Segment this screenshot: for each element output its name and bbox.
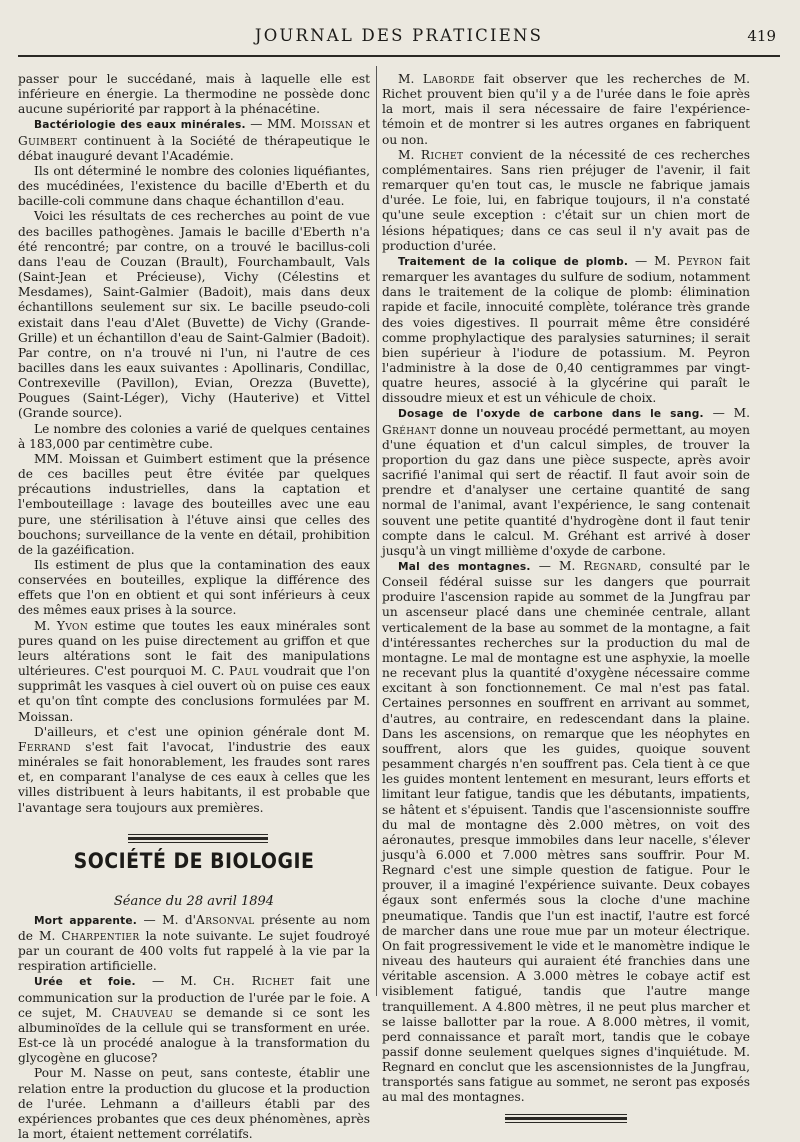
paragraph-dosage-oxyde <box>382 406 750 559</box>
text-run: fait remarquer les avantages du sulfure de sodium, notamment dans le traitement de la colique de plomb: élimination rapide et facile, innocuité complète, tolérance très grande des voies digestives. Il pourrait même être considéré comme prophylactique des paralysies saturnines; il serait bien supérieur à l'iodure de potassium. M. Peyron l'administre à la dose de 0,40 centigrammes par vingt-quatre heures, associé à la glycérine qui paraît le dissoudre mieux et est un véhicule de choix. <box>382 253 750 406</box>
right-column <box>382 72 750 1123</box>
text-run: et <box>353 117 370 132</box>
paragraph-nombre-colonies: Le nombre des colonies a varié de quelques centaines à 183,000 par centimètre cube. <box>18 421 370 451</box>
paragraph-nasse: Pour M. Nasse on peut, sans conteste, établir une relation entre la production du glucose et la production de l'urée. Lehmann a d'ailleurs établi par des expériences probantes que ces deux phénomènes, après la mort, étaient nettement corrélatifs. <box>18 1066 370 1141</box>
page-number: 419 <box>747 27 776 45</box>
author-name: Yvon <box>56 618 89 633</box>
author-name: Guimbert <box>18 133 78 148</box>
paragraph-yvon <box>18 619 370 725</box>
author-name: Gréhant <box>382 422 437 437</box>
paragraph-precautions: MM. Moissan et Guimbert estiment que la présence de ces bacilles peut être évitée par quelques précautions industrielles, dans la captation et l'embouteillage : lavage des bouteilles avec une eau pure, une stérilisation à l'étuve ainsi que celles des bouchons; surveillance de la vente en détail, prohibition de la gazéification. <box>18 451 370 557</box>
author-name: Regnard <box>583 559 638 573</box>
text-run: M. <box>398 72 423 86</box>
text-run: M. <box>34 618 57 633</box>
paragraph-ferrand <box>18 725 370 816</box>
section-ornament <box>18 816 370 882</box>
author-name: Charpentier <box>61 928 140 943</box>
running-header <box>18 24 780 54</box>
rubric-colique-plomb: Traitement de la colique de plomb. <box>398 255 629 268</box>
author-name: Moissan <box>300 117 354 132</box>
end-rule <box>505 1114 627 1123</box>
text-run: continuent à la Société de thérapeutique le débat inauguré devant l'Académie. <box>18 133 370 163</box>
author-name: Paul <box>229 664 259 679</box>
text-run: fait observer que les recherches de M. Richet prouvent bien qu'il y a de l'urée dans le foie après la mort, mais il sera nécessaire de faire l'expérience-témoin et de montrer si les autres organes en fabriquent ou non. <box>382 72 750 147</box>
rubric-mort-apparente: Mort apparente. <box>34 914 138 927</box>
text-run: , consulté par le Conseil fédéral suisse sur les dangers que pourrait produire l'ascension rapide au sommet de la Jungfrau par un ascenseur placé dans une cheminée centrale, allant verticalement de la base au sommet de la montagne, a fait d'intéressantes recherches sur la production du mal de montagne. Le mal de montagne est une asphyxie, la moelle ne recevant plus la quantité d'oxygène nécessaire comme excitant à son fonctionnement. Ce mal n'est pas fatal. Certaines personnes en souffrent en arrivant au sommet, d'autres, au contraire, en redescendant dans la plaine. Dans les ascensions, on remarque que les néophytes en souffrent, alors que les guides, quoique souvent pesamment chargés n'en souffrent pas. Cela tient à ce que les guides montent lentement en mesurant, leurs efforts et limitant leur fatigue, tandis que les débutants, impatients, se hâtent et s'épuisent. Tandis que l'ascensionniste souffre du mal de montagne dès 2.000 mètres, on voit des aéronautes, presque immobiles dans leur nacelle, s'élever jusqu'à 6.000 et 7.000 mètres sans souffrir. Pour M. Regnard c'est une simple question de fatigue. Pour le prouver, il a imaginé l'expérience suivante. Deux cobayes égaux sont enfermés sous la cloche d'une machine pneumatique. Tandis que l'un est inactif, l'autre est forcé de marcher dans une roue mue par un moteur électrique. On fait progressivement le vide et le manomètre indique le niveau des hauteurs qui auraient été franchies dans une véritable ascension. A 3.000 mètres le cobaye actif est visiblement fatigué, tandis que l'autre mange tranquillement. A 4.800 mètres, il ne peut plus marcher et se laisse ballotter par la roue. A 8.000 mètres, il vomit, perd connaissance et paraît mort, tandis que le cobaye passif donne seulement quelques signes d'inquiétude. M. Regnard en conclut que les ascensionnistes de la Jungfrau, transportés sans fatigue au sommet, ne seront pas exposés au mal des montagnes. <box>382 559 750 1105</box>
paragraph-bacteriologie <box>18 117 370 163</box>
session-date: Séance du 28 avril 1894 <box>113 893 275 909</box>
text-run: — M. <box>628 253 678 268</box>
paragraph-colonies: Ils ont déterminé le nombre des colonies liquéfiantes, des mucédinées, l'existence du bacille d'Eberth et du bacille-coli commune dans chaque échantillon d'eau. <box>18 163 370 209</box>
rubric-uree-foie: Urée et foie. <box>34 976 136 989</box>
paragraph-thermodine: passer pour le succédané, mais à laquelle elle est inférieure en énergie. La thermodine ne possède donc aucune supériorité par rapport à la phénacétine. <box>18 72 370 117</box>
paragraph-laborde <box>382 72 750 148</box>
text-run: — M. <box>703 406 750 421</box>
author-name: Chauveau <box>111 1005 174 1020</box>
text-run: convient de la nécessité de ces recherches complémentaires. Sans rien préjuger de l'avenir, il fait remarquer qu'en tout cas, le muscle ne fabrique jamais d'urée. Le foie, lui, en fabrique toujours, il n'a constaté qu'une seule exception : c'était sur un chien mort de lésions hépatiques; dans ce cas seul il n'y avait pas de production d'urée. <box>382 147 751 253</box>
author-name: Laborde <box>422 72 475 86</box>
text-run: — M. d' <box>137 912 197 927</box>
column-divider <box>376 66 377 996</box>
paragraph-mort-apparente <box>18 913 370 975</box>
text-run: fait une communication sur la production de l'urée par le foie. A ce sujet, M. <box>18 974 371 1020</box>
text-run: la note suivante. Le sujet foudroyé par un courant de 400 volts fut rappelé à la vie par la respiration artificielle. <box>18 928 370 974</box>
text-run: — M. <box>530 559 584 573</box>
section-title: SOCIÉTÉ DE BIOLOGIE <box>73 848 315 873</box>
rubric-dosage-oxyde: Dosage de l'oxyde de carbone dans le sang. <box>398 408 704 421</box>
author-name: Ch. Richet <box>212 974 295 989</box>
author-name: Richet <box>420 147 464 162</box>
text-run: — MM. <box>245 117 301 132</box>
text-run: M. <box>398 147 421 162</box>
text-run: voudrait que l'on supprimât les vasques à ciel ouvert où on puise ces eaux et qu'on tînt compte des conclusions formulées par M. Moissan. <box>18 664 371 724</box>
text-run: s'est fait l'avocat, l'industrie des eaux minérales se fait honorablement, les fraudes sont rares et, en comparant l'analyse de ces eaux à celles que les villes distribuent à leurs habitants, il est probable que l'avantage sera toujours aux premières. <box>18 739 370 815</box>
paragraph-resultats: Voici les résultats de ces recherches au point de vue des bacilles pathogènes. Jamais le bacille d'Eberth n'a été rencontré; par contre, on a trouvé le bacillus-coli dans l'eau de Couzan (Brault), Fourchambault, Vals (Saint-Jean et Précieuse), Vichy (Célestins et Mesdames), Saint-Galmier (Badoit), mais dans deux échantillons seulement sur six. Le bacille pseudo-coli existait dans l'eau d'Alet (Buvette) de Vichy (Grande-Grille) et un échantillon d'eau de Saint-Galmier (Badoit). Par contre, on n'a trouvé ni l'un, ni l'autre de ces bacilles dans les eaux suivantes : Apollinaris, Condillac, Contrexeville (Pavillon), Evian, Orezza (Buvette), Pougues (Saint-Léger), Vichy (Hauterive) et Vittel (Grande source). <box>18 209 370 421</box>
journal-title: JOURNAL DES PRATICIENS <box>254 26 544 45</box>
rubric-bacteriologie: Bactériologie des eaux minérales. <box>34 119 246 132</box>
header-rule <box>18 55 780 57</box>
text-run: se demande si ce sont les albuminoïdes de la cellule qui se transforment en urée. Est-ce là un procédé analogue à la transformation du glycogène en glucose? <box>18 1005 370 1066</box>
paragraph-contamination: Ils estiment de plus que la contamination des eaux conservées en bouteilles, explique la différence des effets que l'on en obtient et qui sont inférieurs à ceux des mêmes eaux prises à la source. <box>18 558 370 618</box>
text-run: D'ailleurs, et c'est une opinion générale dont M. <box>34 724 370 739</box>
author-name: Peyron <box>677 253 723 268</box>
rubric-mal-montagnes: Mal des montagnes. <box>398 561 531 573</box>
text-run: présente au nom de M. <box>18 912 370 943</box>
author-name: Arsonval <box>196 912 255 927</box>
text-run: — M. <box>135 974 213 989</box>
paragraph-mal-montagnes <box>382 559 750 1106</box>
paragraph-colique-plomb <box>382 254 750 407</box>
text-run: donne un nouveau procédé permettant, au moyen d'une équation et d'un calcul simples, de trouver la proportion du gaz dans une pièce suspecte, après avoir sacrifié l'animal qui sert de réactif. Il faut avoir soin de prendre et d'analyser une certaine quantité de sang normal de l'animal, avant l'expérience, le sang contenait souvent une petite quantité d'hydrogène dont il faut tenir compte dans le calcul. M. Gréhant est arrivé à doser jusqu'à un vingt millième d'oxyde de carbone. <box>382 422 750 558</box>
paragraph-uree-foie <box>18 974 370 1066</box>
author-name: Ferrand <box>18 739 71 754</box>
paragraph-richet <box>382 148 750 254</box>
text-run: estime que toutes les eaux minérales sont pures quand on les puise directement au griffon et que leurs altérations sont le fait des manipulations ultérieures. C'est pourquoi M. C. <box>18 618 370 679</box>
left-column <box>18 72 370 1142</box>
